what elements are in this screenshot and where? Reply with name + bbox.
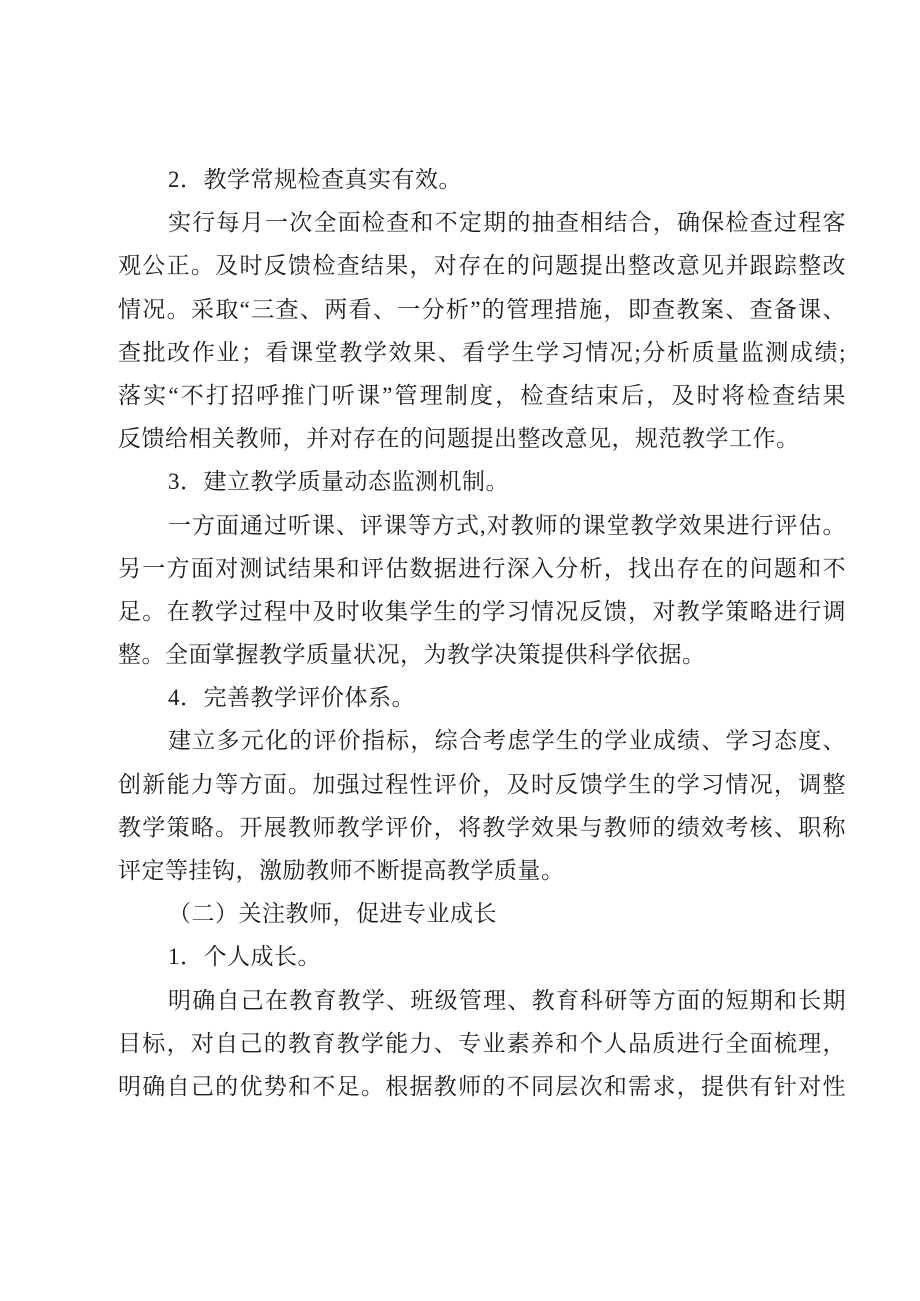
text-line: 落实“不打招呼推门听课”管理制度，检查结束后，及时将检查结果 xyxy=(118,382,846,408)
text-line: 观公正。及时反馈检查结果，对存在的问题提出整改意见并跟踪整改 xyxy=(118,253,846,279)
text-line: 实行每月一次全面检查和不定期的抽查相结合，确保检查过程客 xyxy=(168,210,846,236)
text-line: 明确自己的优势和不足。根据教师的不同层次和需求，提供有针对性 xyxy=(118,1073,846,1099)
text-line: 评定等挂钩，激励教师不断提高教学质量。 xyxy=(118,858,565,883)
text-line: 建立多元化的评价指标，综合考虑学生的学业成绩、学习态度、 xyxy=(168,728,846,754)
text-line: 3．建立教学质量动态监测机制。 xyxy=(168,469,509,495)
text-line: 4．完善教学评价体系。 xyxy=(168,685,415,711)
document-text-content xyxy=(118,158,846,1108)
text-line: 目标，对自己的教育教学能力、专业素养和个人品质进行全面梳理， xyxy=(118,1030,846,1056)
text-line: 查批改作业；看课堂教学效果、看学生学习情况;分析质量监测成绩; xyxy=(118,339,846,365)
text-line: 明确自己在教育教学、班级管理、教育科研等方面的短期和长期 xyxy=(168,987,846,1013)
text-line: 整。全面掌握教学质量状况，为教学决策提供科学依据。 xyxy=(118,642,706,668)
text-line: 1．个人成长。 xyxy=(168,944,321,970)
text-line: （二）关注教师，促进专业成长 xyxy=(168,901,497,927)
text-line: 足。在教学过程中及时收集学生的学习情况反馈，对教学策略进行调 xyxy=(118,598,846,624)
text-line: 另一方面对测试结果和评估数据进行深入分析，找出存在的问题和不 xyxy=(118,555,846,581)
text-line: 2．教学常规检查真实有效。 xyxy=(168,167,462,192)
text-line: 一方面通过听课、评课等方式,对教师的课堂教学效果进行评估。 xyxy=(168,512,846,538)
text-line: 教学策略。开展教师教学评价，将教学效果与教师的绩效考核、职称 xyxy=(118,814,846,840)
text-line: 创新能力等方面。加强过程性评价，及时反馈学生的学习情况，调整 xyxy=(118,771,846,797)
text-line: 情况。采取“三查、两看、一分析”的管理措施，即查教案、查备课、 xyxy=(118,296,846,322)
text-line: 反馈给相关教师，并对存在的问题提出整改意见，规范教学工作。 xyxy=(118,426,800,452)
